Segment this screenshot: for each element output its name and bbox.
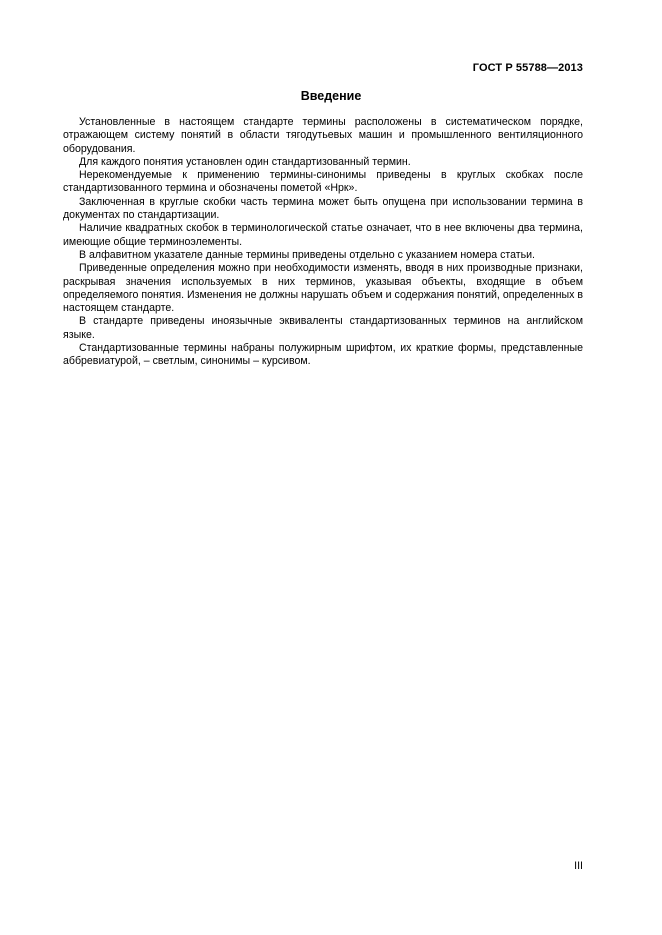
paragraph: Установленные в настоящем стандарте термины расположены в систематическом порядке, отражающем систему понятий в области тягодутьевых машин и промышленного вентиляционного оборудования.	[63, 116, 583, 155]
paragraph: Наличие квадратных скобок в терминологической статье означает, что в нее включены два термина, имеющие общие терминоэлементы.	[63, 222, 583, 248]
paragraph: Нерекомендуемые к применению термины-синонимы приведены в круглых скобках после стандартизованного термина и обозначены пометой «Нрк».	[63, 169, 583, 195]
page-number: III	[574, 860, 583, 872]
paragraph: В алфавитном указателе данные термины приведены отдельно с указанием номера статьи.	[79, 248, 535, 261]
section-title: Введение	[300, 89, 362, 103]
document-code: ГОСТ Р 55788—2013	[472, 62, 583, 74]
paragraph: В стандарте приведены иноязычные эквиваленты стандартизованных терминов на английском языке.	[63, 315, 583, 341]
section-body	[63, 116, 583, 369]
paragraph: Стандартизованные термины набраны полужирным шрифтом, их краткие формы, представленные аббревиатурой, – светлым, синонимы – курсивом.	[63, 342, 583, 368]
paragraph: Для каждого понятия установлен один стандартизованный термин.	[79, 155, 411, 168]
paragraph: Приведенные определения можно при необходимости изменять, вводя в них производные признаки, раскрывая значения используемых в них терминов, указывая объекты, входящие в объем определяемого понятия. Изменения не должны нарушать объем и содержания понятий, определенных в настоящем стандарте.	[63, 262, 583, 315]
paragraph: Заключенная в круглые скобки часть термина может быть опущена при использовании термина в документах по стандартизации.	[63, 195, 583, 222]
